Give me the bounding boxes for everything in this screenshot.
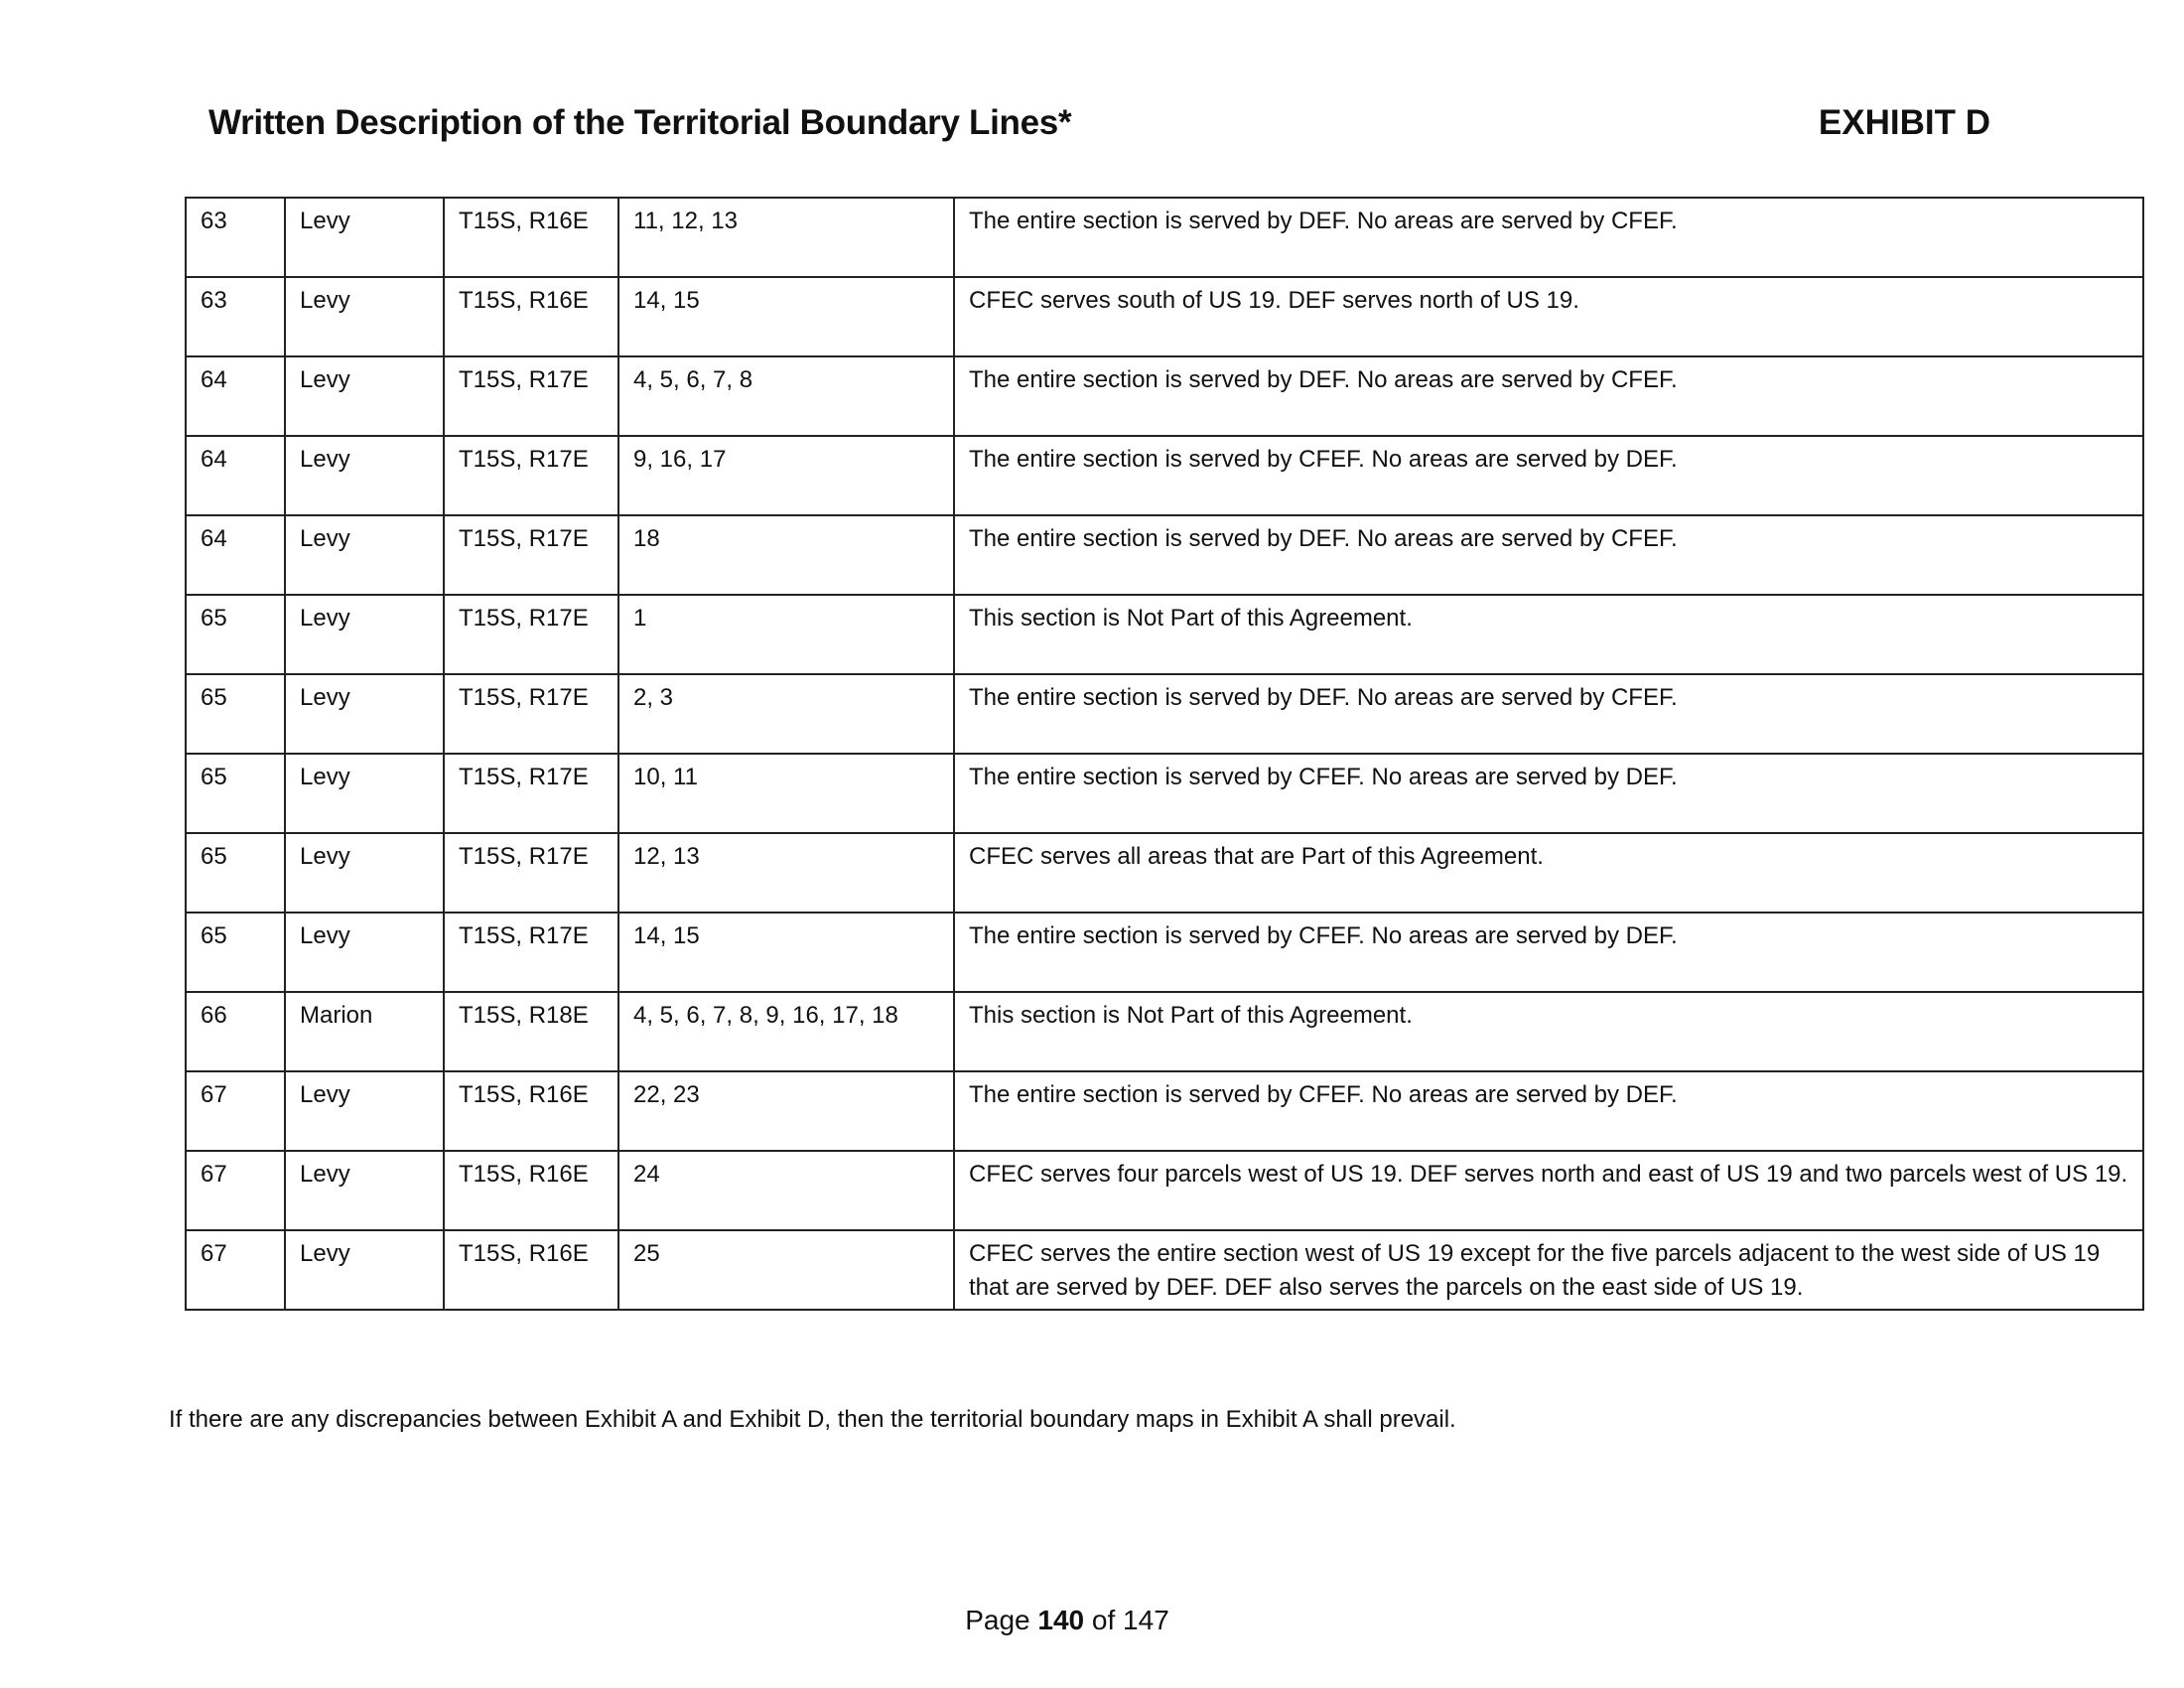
county-cell: Levy bbox=[285, 277, 444, 356]
county-cell: Levy bbox=[285, 754, 444, 833]
exhibit-label: EXHIBIT D bbox=[1818, 103, 1990, 142]
county-cell: Levy bbox=[285, 1230, 444, 1310]
map-number-cell: 66 bbox=[186, 992, 285, 1071]
township-range-cell: T15S, R17E bbox=[444, 436, 618, 515]
county-cell: Levy bbox=[285, 595, 444, 674]
sections-cell: 11, 12, 13 bbox=[618, 198, 954, 277]
sections-cell: 4, 5, 6, 7, 8 bbox=[618, 356, 954, 436]
township-range-cell: T15S, R16E bbox=[444, 1151, 618, 1230]
map-number-cell: 65 bbox=[186, 674, 285, 754]
page-prefix: Page bbox=[965, 1605, 1030, 1635]
township-range-cell: T15S, R17E bbox=[444, 356, 618, 436]
page-current: 140 bbox=[1037, 1605, 1085, 1635]
county-cell: Levy bbox=[285, 356, 444, 436]
page-number bbox=[0, 1605, 2134, 1636]
sections-cell: 12, 13 bbox=[618, 833, 954, 913]
sections-cell: 10, 11 bbox=[618, 754, 954, 833]
sections-cell: 22, 23 bbox=[618, 1071, 954, 1151]
description-cell: CFEC serves the entire section west of US 19 except for the five parcels adjacent to the west side of US 19 that are served by DEF. DEF also serves the parcels on the east side of US 19. bbox=[954, 1230, 2143, 1310]
table-row bbox=[186, 754, 2143, 833]
map-number-cell: 65 bbox=[186, 833, 285, 913]
table-row bbox=[186, 1151, 2143, 1230]
map-number-cell: 64 bbox=[186, 356, 285, 436]
sections-cell: 24 bbox=[618, 1151, 954, 1230]
map-number-cell: 67 bbox=[186, 1230, 285, 1310]
township-range-cell: T15S, R18E bbox=[444, 992, 618, 1071]
table-row bbox=[186, 1230, 2143, 1310]
township-range-cell: T15S, R17E bbox=[444, 595, 618, 674]
sections-cell: 25 bbox=[618, 1230, 954, 1310]
description-cell: CFEC serves south of US 19. DEF serves north of US 19. bbox=[954, 277, 2143, 356]
table-row bbox=[186, 833, 2143, 913]
township-range-cell: T15S, R17E bbox=[444, 515, 618, 595]
table-row bbox=[186, 198, 2143, 277]
description-cell: The entire section is served by CFEF. No areas are served by DEF. bbox=[954, 913, 2143, 992]
map-number-cell: 64 bbox=[186, 436, 285, 515]
sections-cell: 4, 5, 6, 7, 8, 9, 16, 17, 18 bbox=[618, 992, 954, 1071]
description-cell: The entire section is served by CFEF. No areas are served by DEF. bbox=[954, 754, 2143, 833]
description-cell: This section is Not Part of this Agreement. bbox=[954, 992, 2143, 1071]
boundary-table bbox=[185, 197, 2144, 1311]
map-number-cell: 65 bbox=[186, 595, 285, 674]
table-row bbox=[186, 436, 2143, 515]
map-number-cell: 67 bbox=[186, 1151, 285, 1230]
description-cell: CFEC serves all areas that are Part of this Agreement. bbox=[954, 833, 2143, 913]
map-number-cell: 65 bbox=[186, 913, 285, 992]
table-row bbox=[186, 992, 2143, 1071]
sections-cell: 14, 15 bbox=[618, 277, 954, 356]
township-range-cell: T15S, R17E bbox=[444, 754, 618, 833]
sections-cell: 9, 16, 17 bbox=[618, 436, 954, 515]
county-cell: Levy bbox=[285, 436, 444, 515]
county-cell: Levy bbox=[285, 515, 444, 595]
map-number-cell: 65 bbox=[186, 754, 285, 833]
county-cell: Marion bbox=[285, 992, 444, 1071]
county-cell: Levy bbox=[285, 913, 444, 992]
page-total: 147 bbox=[1123, 1605, 1169, 1635]
table-row bbox=[186, 913, 2143, 992]
description-cell: CFEC serves four parcels west of US 19. DEF serves north and east of US 19 and two parcels west of US 19. bbox=[954, 1151, 2143, 1230]
description-cell: The entire section is served by DEF. No areas are served by CFEF. bbox=[954, 515, 2143, 595]
map-number-cell: 63 bbox=[186, 198, 285, 277]
map-number-cell: 67 bbox=[186, 1071, 285, 1151]
county-cell: Levy bbox=[285, 1071, 444, 1151]
township-range-cell: T15S, R16E bbox=[444, 1230, 618, 1310]
description-cell: The entire section is served by DEF. No areas are served by CFEF. bbox=[954, 198, 2143, 277]
page-of: of bbox=[1091, 1605, 1116, 1635]
page-title: Written Description of the Territorial Boundary Lines* bbox=[208, 103, 1072, 142]
table-row bbox=[186, 1071, 2143, 1151]
map-number-cell: 64 bbox=[186, 515, 285, 595]
boundary-table-body bbox=[186, 198, 2143, 1310]
footnote: If there are any discrepancies between Exhibit A and Exhibit D, then the territorial boundary maps in Exhibit A shall prevail. bbox=[169, 1406, 1456, 1433]
sections-cell: 18 bbox=[618, 515, 954, 595]
table-row bbox=[186, 515, 2143, 595]
township-range-cell: T15S, R16E bbox=[444, 198, 618, 277]
county-cell: Levy bbox=[285, 674, 444, 754]
table-row bbox=[186, 277, 2143, 356]
township-range-cell: T15S, R16E bbox=[444, 277, 618, 356]
county-cell: Levy bbox=[285, 833, 444, 913]
description-cell: The entire section is served by CFEF. No areas are served by DEF. bbox=[954, 436, 2143, 515]
description-cell: The entire section is served by DEF. No areas are served by CFEF. bbox=[954, 356, 2143, 436]
map-number-cell: 63 bbox=[186, 277, 285, 356]
township-range-cell: T15S, R17E bbox=[444, 674, 618, 754]
county-cell: Levy bbox=[285, 198, 444, 277]
sections-cell: 2, 3 bbox=[618, 674, 954, 754]
description-cell: This section is Not Part of this Agreement. bbox=[954, 595, 2143, 674]
county-cell: Levy bbox=[285, 1151, 444, 1230]
township-range-cell: T15S, R17E bbox=[444, 833, 618, 913]
description-cell: The entire section is served by CFEF. No areas are served by DEF. bbox=[954, 1071, 2143, 1151]
township-range-cell: T15S, R16E bbox=[444, 1071, 618, 1151]
description-cell: The entire section is served by DEF. No areas are served by CFEF. bbox=[954, 674, 2143, 754]
table-row bbox=[186, 595, 2143, 674]
table-row bbox=[186, 356, 2143, 436]
sections-cell: 1 bbox=[618, 595, 954, 674]
sections-cell: 14, 15 bbox=[618, 913, 954, 992]
table-row bbox=[186, 674, 2143, 754]
township-range-cell: T15S, R17E bbox=[444, 913, 618, 992]
